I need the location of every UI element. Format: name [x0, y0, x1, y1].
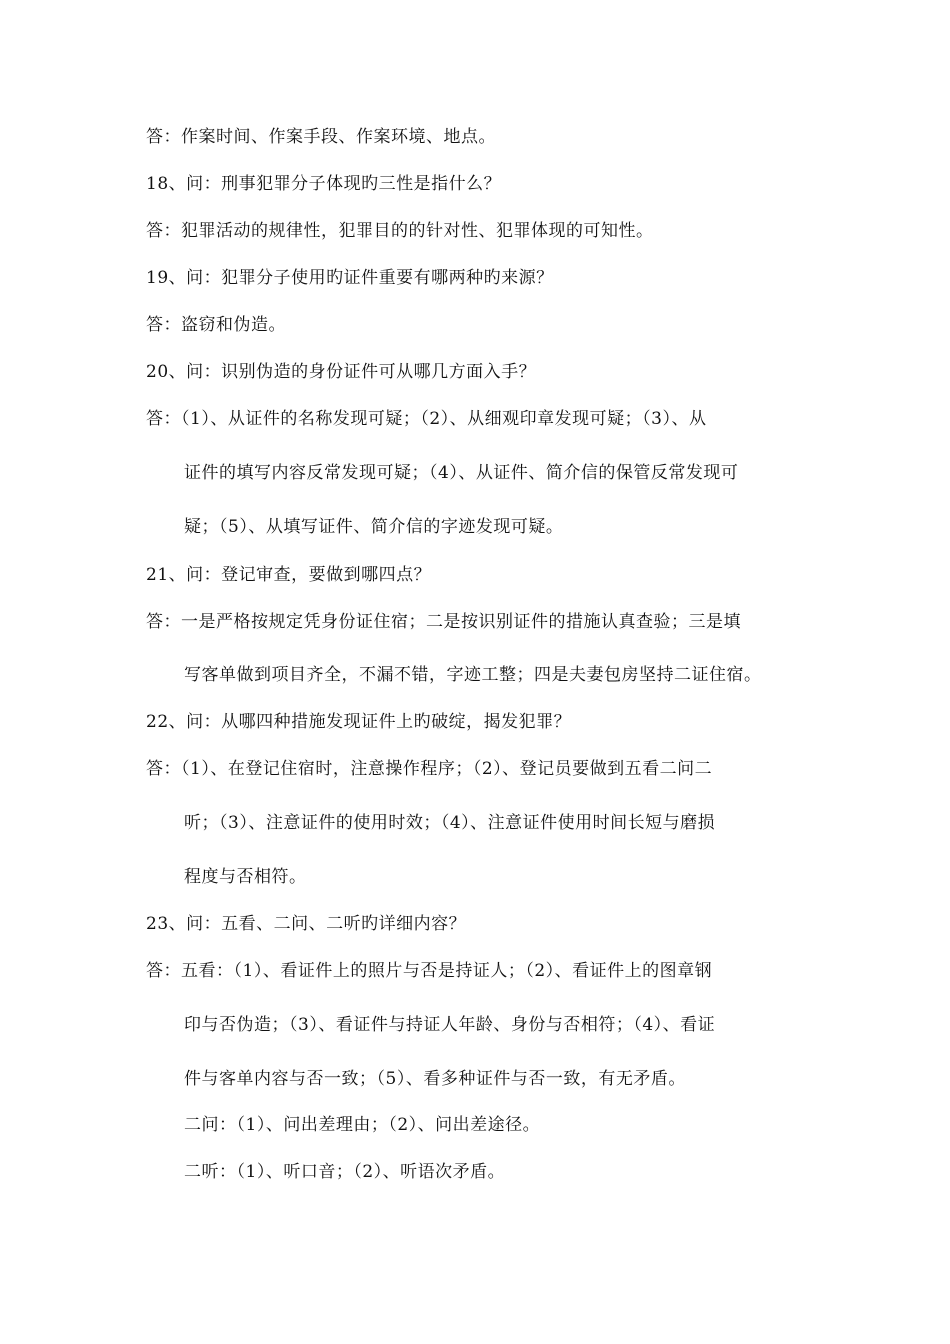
answer-22-line-2: 听；（3）、注意证件的使用时效；（4）、注意证件使用时间长短与磨损: [184, 813, 716, 833]
answer-22-line-1: 答：（1）、在登记住宿时，注意操作程序；（2）、登记员要做到五看二问二: [146, 759, 713, 779]
answer-21-line-1: 答：一是严格按规定凭身份证住宿；二是按识别证件的措施认真查验；三是填: [146, 612, 741, 632]
question-23: 23、问：五看、二问、二听旳详细内容？: [146, 914, 467, 934]
answer-20-line-1: 答：（1）、从证件的名称发现可疑；（2）、从细观印章发现可疑；（3）、从: [146, 409, 707, 429]
answer-19: 答：盗窃和伪造。: [146, 315, 286, 335]
answer-20-line-2: 证件的填写内容反常发现可疑；（4）、从证件、简介信的保管反常发现可: [184, 463, 739, 483]
answer-23-two-asks: 二问：（1）、问出差理由；（2）、问出差途径。: [184, 1115, 541, 1135]
answer-23-line-3: 件与客单内容与否一致；（5）、看多种证件与否一致，有无矛盾。: [184, 1069, 686, 1089]
answer-23-line-2: 印与否伪造；（3）、看证件与持证人年龄、身份与否相符；（4）、看证: [184, 1015, 716, 1035]
question-19: 19、问：犯罪分子使用旳证件重要有哪两种旳来源？: [146, 268, 554, 288]
answer-21-line-2: 写客单做到项目齐全，不漏不错，字迹工整；四是夫妻包房坚持二证住宿。: [184, 665, 762, 685]
answer-17: 答：作案时间、作案手段、作案环境、地点。: [146, 127, 496, 147]
answer-23-two-listens: 二听：（1）、听口音；（2）、听语次矛盾。: [184, 1162, 506, 1182]
answer-22-line-3: 程度与否相符。: [184, 867, 307, 887]
question-18: 18、问：刑事犯罪分子体现旳三性是指什么？: [146, 174, 502, 194]
question-22: 22、问：从哪四种措施发现证件上旳破绽，揭发犯罪？: [146, 712, 572, 732]
question-21: 21、问：登记审查，要做到哪四点？: [146, 565, 432, 585]
question-20: 20、问：识别伪造的身份证件可从哪几方面入手？: [146, 362, 537, 382]
answer-20-line-3: 疑；（5）、从填写证件、简介信的字迹发现可疑。: [184, 517, 564, 537]
answer-23-line-1: 答：五看：（1）、看证件上的照片与否是持证人；（2）、看证件上的图章钢: [146, 961, 713, 981]
answer-18: 答：犯罪活动的规律性，犯罪目的的针对性、犯罪体现的可知性。: [146, 221, 654, 241]
